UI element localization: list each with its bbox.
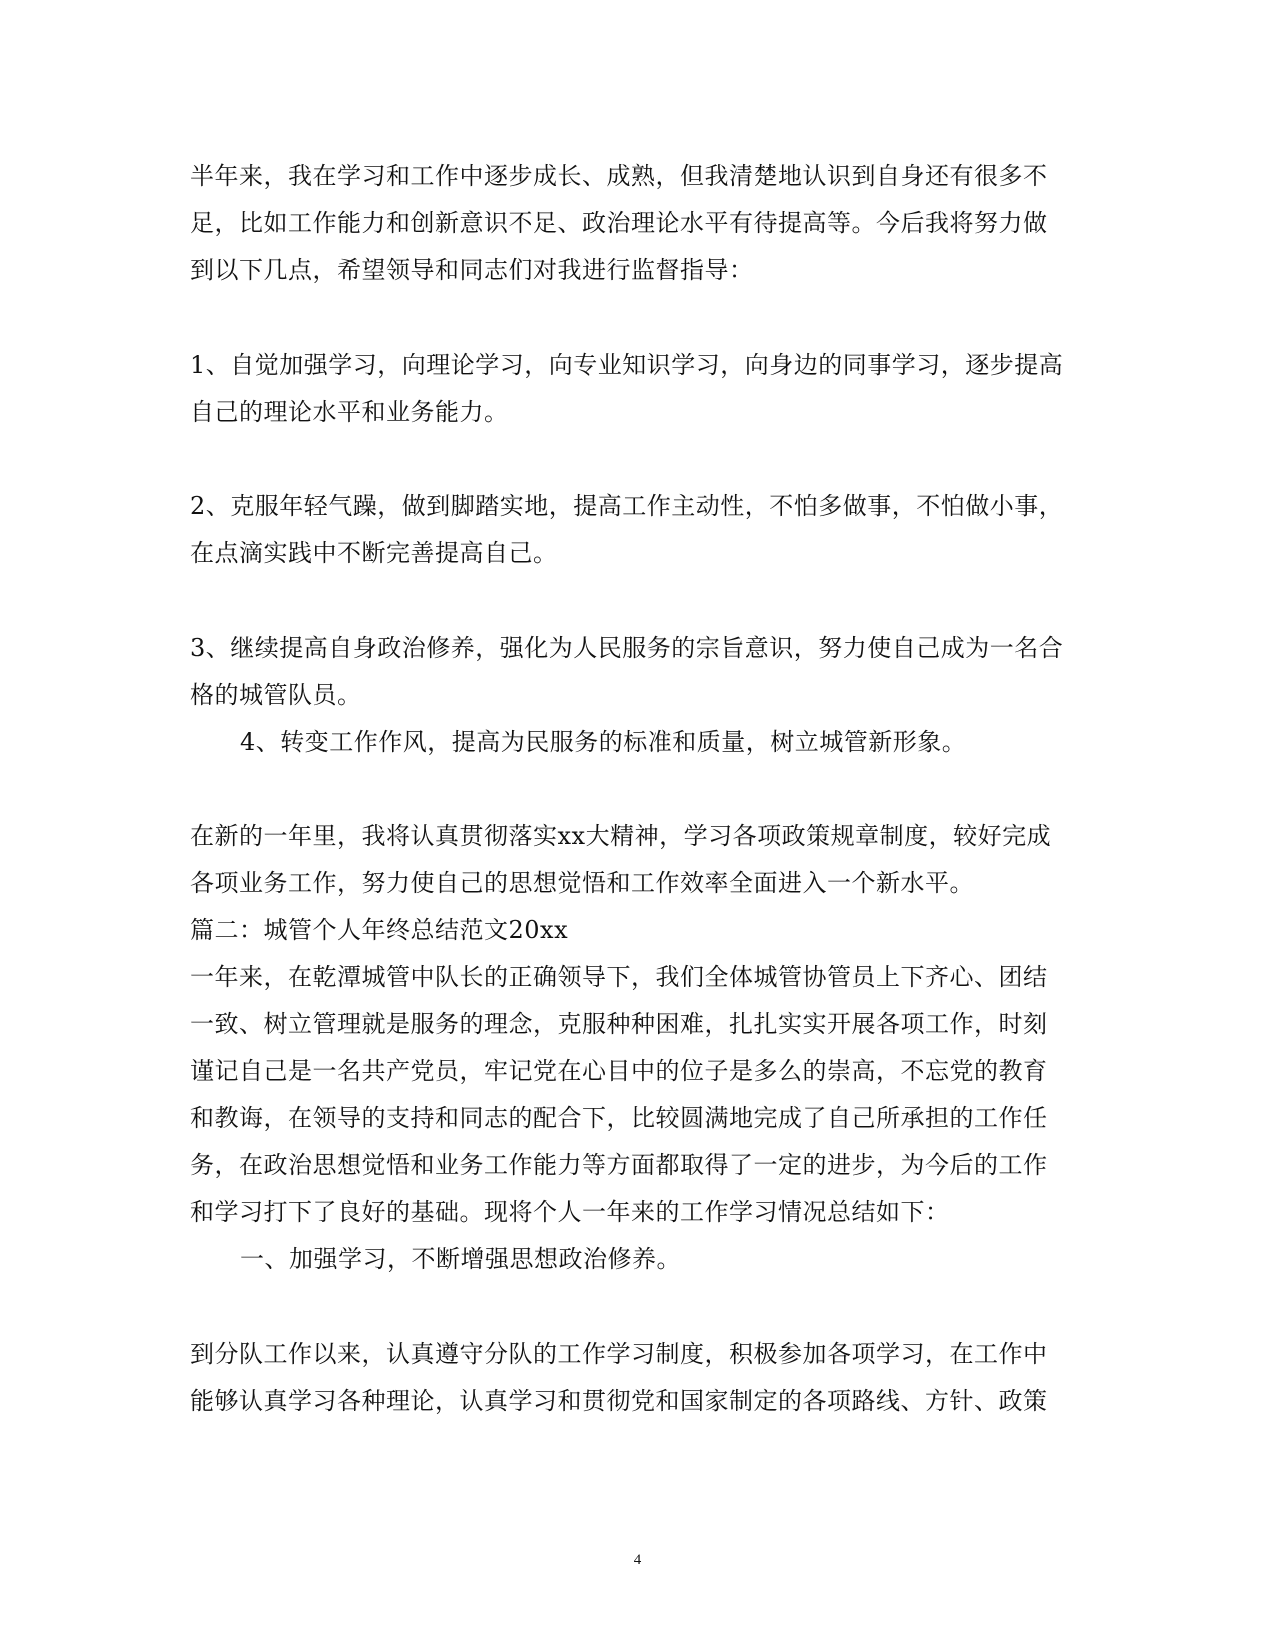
paragraph-line: 足，比如工作能力和创新意识不足、政治理论水平有待提高等。今后我将努力做: [190, 209, 1048, 237]
list-item-line: 2、克服年轻气躁，做到脚踏实地，提高工作主动性，不怕多做事，不怕做小事，: [190, 492, 1064, 520]
paragraph-line: 务，在政治思想觉悟和业务工作能力等方面都取得了一定的进步，为今后的工作: [190, 1151, 1048, 1179]
list-item-line: 自己的理论水平和业务能力。: [190, 398, 509, 426]
paragraph-line: 到以下几点，希望领导和同志们对我进行监督指导：: [190, 256, 754, 284]
list-item-line: 格的城管队员。: [190, 681, 362, 709]
paragraph-line: 半年来，我在学习和工作中逐步成长、成熟，但我清楚地认识到自身还有很多不: [190, 162, 1048, 190]
subsection-heading: 一、加强学习，不断增强思想政治修养。: [240, 1245, 681, 1273]
paragraph-line: 和教诲，在领导的支持和同志的配合下，比较圆满地完成了自己所承担的工作任: [190, 1104, 1048, 1132]
paragraph-line: 在新的一年里，我将认真贯彻落实xx大精神，学习各项政策规章制度，较好完成: [190, 822, 1052, 850]
section-heading: 篇二：城管个人年终总结范文20xx: [190, 916, 569, 944]
list-item-line: 在点滴实践中不断完善提高自己。: [190, 539, 558, 567]
paragraph-line: 谨记自己是一名共产党员，牢记党在心目中的位子是多么的崇高，不忘党的教育: [190, 1057, 1048, 1085]
paragraph-line: 一致、树立管理就是服务的理念，克服种种困难，扎扎实实开展各项工作，时刻: [190, 1010, 1048, 1038]
page-number: 4: [633, 1552, 642, 1568]
paragraph-line: 各项业务工作，努力使自己的思想觉悟和工作效率全面进入一个新水平。: [190, 869, 974, 897]
paragraph-line: 能够认真学习各种理论，认真学习和贯彻党和国家制定的各项路线、方针、政策: [190, 1387, 1048, 1415]
paragraph-line: 一年来，在乾潭城管中队长的正确领导下，我们全体城管协管员上下齐心、团结: [190, 963, 1048, 991]
paragraph-line: 和学习打下了良好的基础。现将个人一年来的工作学习情况总结如下：: [190, 1198, 950, 1226]
list-item-line: 1、自觉加强学习，向理论学习，向专业知识学习，向身边的同事学习，逐步提高: [190, 351, 1064, 379]
list-item-line: 3、继续提高自身政治修养，强化为人民服务的宗旨意识，努力使自己成为一名合: [190, 634, 1064, 662]
paragraph-line: 到分队工作以来，认真遵守分队的工作学习制度，积极参加各项学习，在工作中: [190, 1340, 1048, 1368]
list-item-line: 4、转变工作作风，提高为民服务的标准和质量，树立城管新形象。: [240, 728, 967, 756]
